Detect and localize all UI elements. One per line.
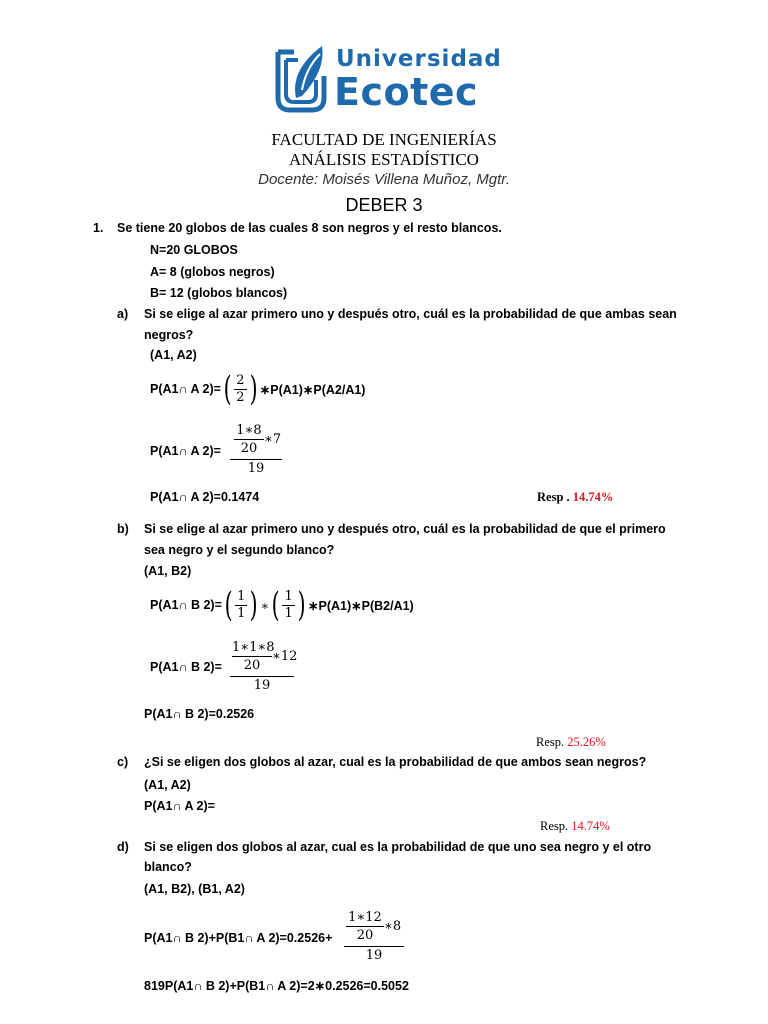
data-line: N=20 GLOBOS <box>150 243 238 257</box>
part-letter: a) <box>117 307 129 321</box>
course-title: ANÁLISIS ESTADÍSTICO <box>289 150 479 169</box>
event-pairs: (A1, B2), (B1, A2) <box>144 882 245 896</box>
result-line: P(A1∩ B 2)=0.2526 <box>144 707 255 721</box>
answer: Resp. 14.74% <box>540 819 610 833</box>
formula-lhs: P(A1∩ B 2)= <box>150 660 222 674</box>
assignment-title: DEBER 3 <box>345 195 423 215</box>
event-pair: (A1, B2) <box>144 564 192 578</box>
logo-text-ecotec: Ecotec <box>334 70 479 114</box>
part-question: Si se eligen dos globos al azar, cual es la probabilidad de que uno sea negro y el otro <box>144 840 652 854</box>
data-line: A= 8 (globos negros) <box>150 265 275 279</box>
university-logo <box>272 40 502 116</box>
result-line: 819P(A1∩ B 2)+P(B1∩ A 2)=2∗0.2526=0.5052 <box>144 979 409 993</box>
part-question: Si se elige al azar primero uno y después otro, cuál es la probabilidad de que ambas sean <box>144 307 677 321</box>
part-question: ¿Si se eligen dos globos al azar, cual es la probabilidad de que ambos sean negros? <box>144 755 647 769</box>
logo-text-universidad: Universidad <box>336 46 502 72</box>
formula-rest: ∗P(A1)∗P(B2/A1) <box>308 598 414 613</box>
result-line: P(A1∩ A 2)=0.1474 <box>150 490 260 504</box>
formula-lhs: P(A1∩ B 2)= <box>150 598 222 612</box>
part-question: negros? <box>144 328 194 342</box>
part-question: sea negro y el segundo blanco? <box>144 543 335 557</box>
formula-line <box>150 369 366 409</box>
formula-line: P(A1∩ B 2)= ( $\frac{1}{1}$ ) ∗ ( $\frac{1}{1}$ ) ∗P(A1)∗P(B2/A1) <box>150 585 414 625</box>
compound-fraction: 1∗1∗8 20 ∗12 19 <box>232 640 298 693</box>
answer: Resp . 14.74% <box>537 490 614 504</box>
formula-lhs: P(A1∩ A 2)= <box>144 799 215 813</box>
formula-rest: ∗P(A1)∗P(A2/A1) <box>259 382 366 397</box>
part-letter: c) <box>117 755 129 769</box>
data-line: B= 12 (globos blancos) <box>150 286 288 300</box>
answer: Resp. 25.26% <box>536 735 606 749</box>
ecotec-emblem-icon <box>272 40 330 116</box>
part-letter: b) <box>117 522 129 536</box>
formula-lhs: P(A1∩ A 2)= <box>150 382 221 396</box>
teacher-name: Docente: Moisés Villena Muñoz, Mgtr. <box>258 171 510 188</box>
open-paren: ( <box>223 369 232 409</box>
problem-statement: Se tiene 20 globos de las cuales 8 son negros y el resto blancos. <box>117 221 502 235</box>
part-question: blanco? <box>144 860 192 874</box>
fraction: $\frac{2}{2}$ <box>236 372 245 405</box>
compound-fraction: 1∗8 20 ∗7 19 <box>230 423 282 478</box>
formula-lhs: P(A1∩ B 2)+P(B1∩ A 2)=0.2526+ <box>144 931 333 945</box>
event-pair: (A1, A2) <box>144 778 191 792</box>
part-question: Si se elige al azar primero uno y después otro, cuál es la probabilidad de que el primero <box>144 522 666 536</box>
fraction: $\frac{1}{1}$ <box>237 588 246 621</box>
part-letter: d) <box>117 840 129 854</box>
faculty-title: FACULTAD DE INGENIERÍAS <box>271 130 497 149</box>
event-pair: (A1, A2) <box>150 348 197 362</box>
compound-fraction: 1∗12 20 ∗8 19 <box>344 910 404 965</box>
problem-number: 1. <box>93 221 104 235</box>
fraction: $\frac{1}{1}$ <box>284 588 293 621</box>
formula-lhs: P(A1∩ A 2)= <box>150 444 221 458</box>
close-paren: ) <box>249 369 258 409</box>
